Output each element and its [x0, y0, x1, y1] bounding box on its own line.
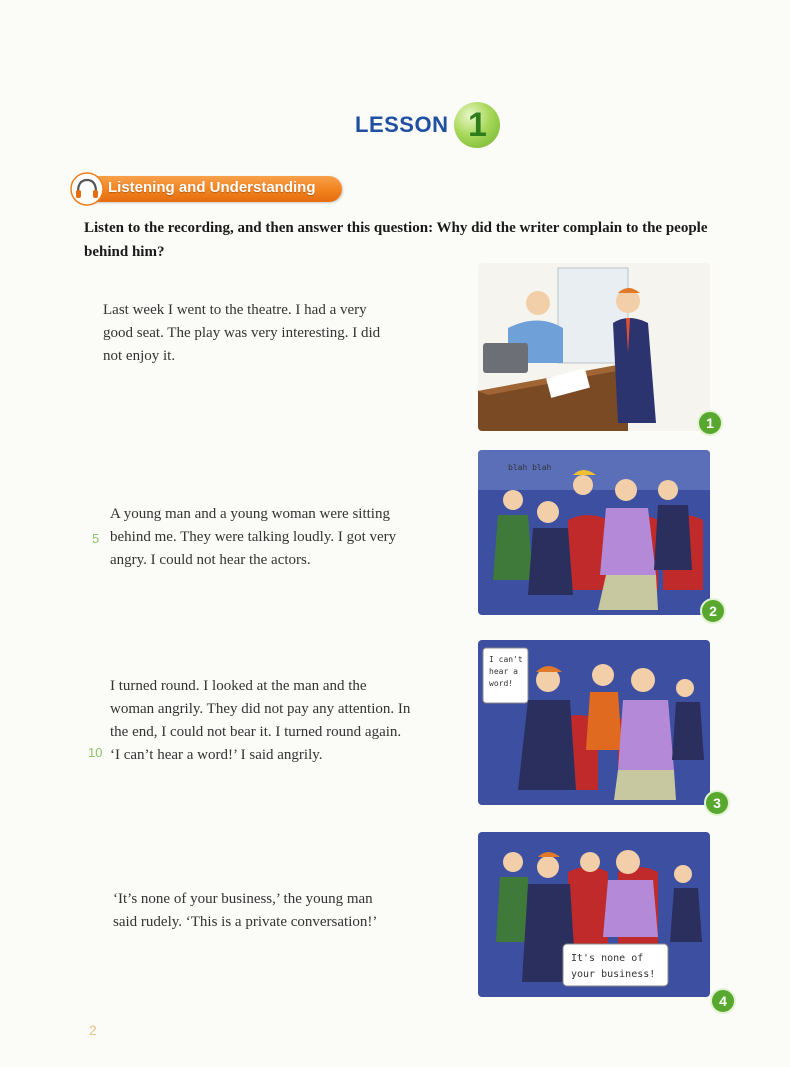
- lesson-title: [355, 100, 500, 150]
- page-number: 2: [89, 1022, 97, 1038]
- illustration-3: [478, 640, 710, 805]
- picture-number-badge: 1: [697, 410, 723, 436]
- text-line: ‘It’s none of your business,’ the young man: [113, 891, 373, 907]
- speech-bubble-line: word!: [489, 679, 514, 688]
- text-line: A young man and a young woman were sitting: [110, 506, 390, 522]
- speech-bubble-line: It's none of: [571, 953, 644, 964]
- picture-number-badge: 3: [704, 790, 730, 816]
- line-number: 10: [88, 745, 103, 760]
- text-line: the end, I could not bear it. I turned round again.: [110, 724, 402, 740]
- picture-number-badge: 2: [700, 598, 726, 624]
- lesson-number: 1: [454, 102, 500, 148]
- paragraph-1: [103, 299, 443, 368]
- paragraph-2: [110, 503, 450, 572]
- lesson-word: LESSON: [355, 112, 449, 137]
- illustration-1: [478, 263, 710, 431]
- headphones-icon: [70, 172, 104, 206]
- illustration-4: [478, 832, 710, 997]
- text-line: good seat. The play was very interesting. I did: [103, 325, 381, 341]
- text-line: behind me. They were talking loudly. I got very: [110, 529, 397, 545]
- picture-number-badge: 4: [710, 988, 736, 1014]
- text-line: Last week I went to the theatre. I had a very: [103, 302, 367, 318]
- text-line: I turned round. I looked at the man and the: [110, 678, 367, 694]
- speech-bubble-line: I can't: [489, 655, 523, 664]
- section-title: Listening and Understanding: [108, 179, 316, 196]
- text-line: woman angrily. They did not pay any attention. In: [110, 701, 411, 717]
- text-line: ‘I can’t hear a word!’ I said angrily.: [110, 747, 323, 763]
- question-text: Listen to the recording, and then answer this question: Why did the writer complain to the people behind him?: [84, 220, 708, 260]
- talking-sfx: blah blah: [508, 463, 552, 472]
- paragraph-4: [113, 888, 453, 934]
- speech-bubble-line: hear a: [489, 667, 518, 676]
- illustration-2: [478, 450, 710, 615]
- paragraph-3: [110, 675, 460, 767]
- text-line: said rudely. ‘This is a private conversation!’: [113, 914, 378, 930]
- speech-bubble-line: your business!: [571, 969, 656, 980]
- section-banner: [70, 174, 342, 204]
- line-number: 5: [92, 531, 100, 546]
- text-line: angry. I could not hear the actors.: [110, 552, 311, 568]
- text-line: not enjoy it.: [103, 348, 176, 364]
